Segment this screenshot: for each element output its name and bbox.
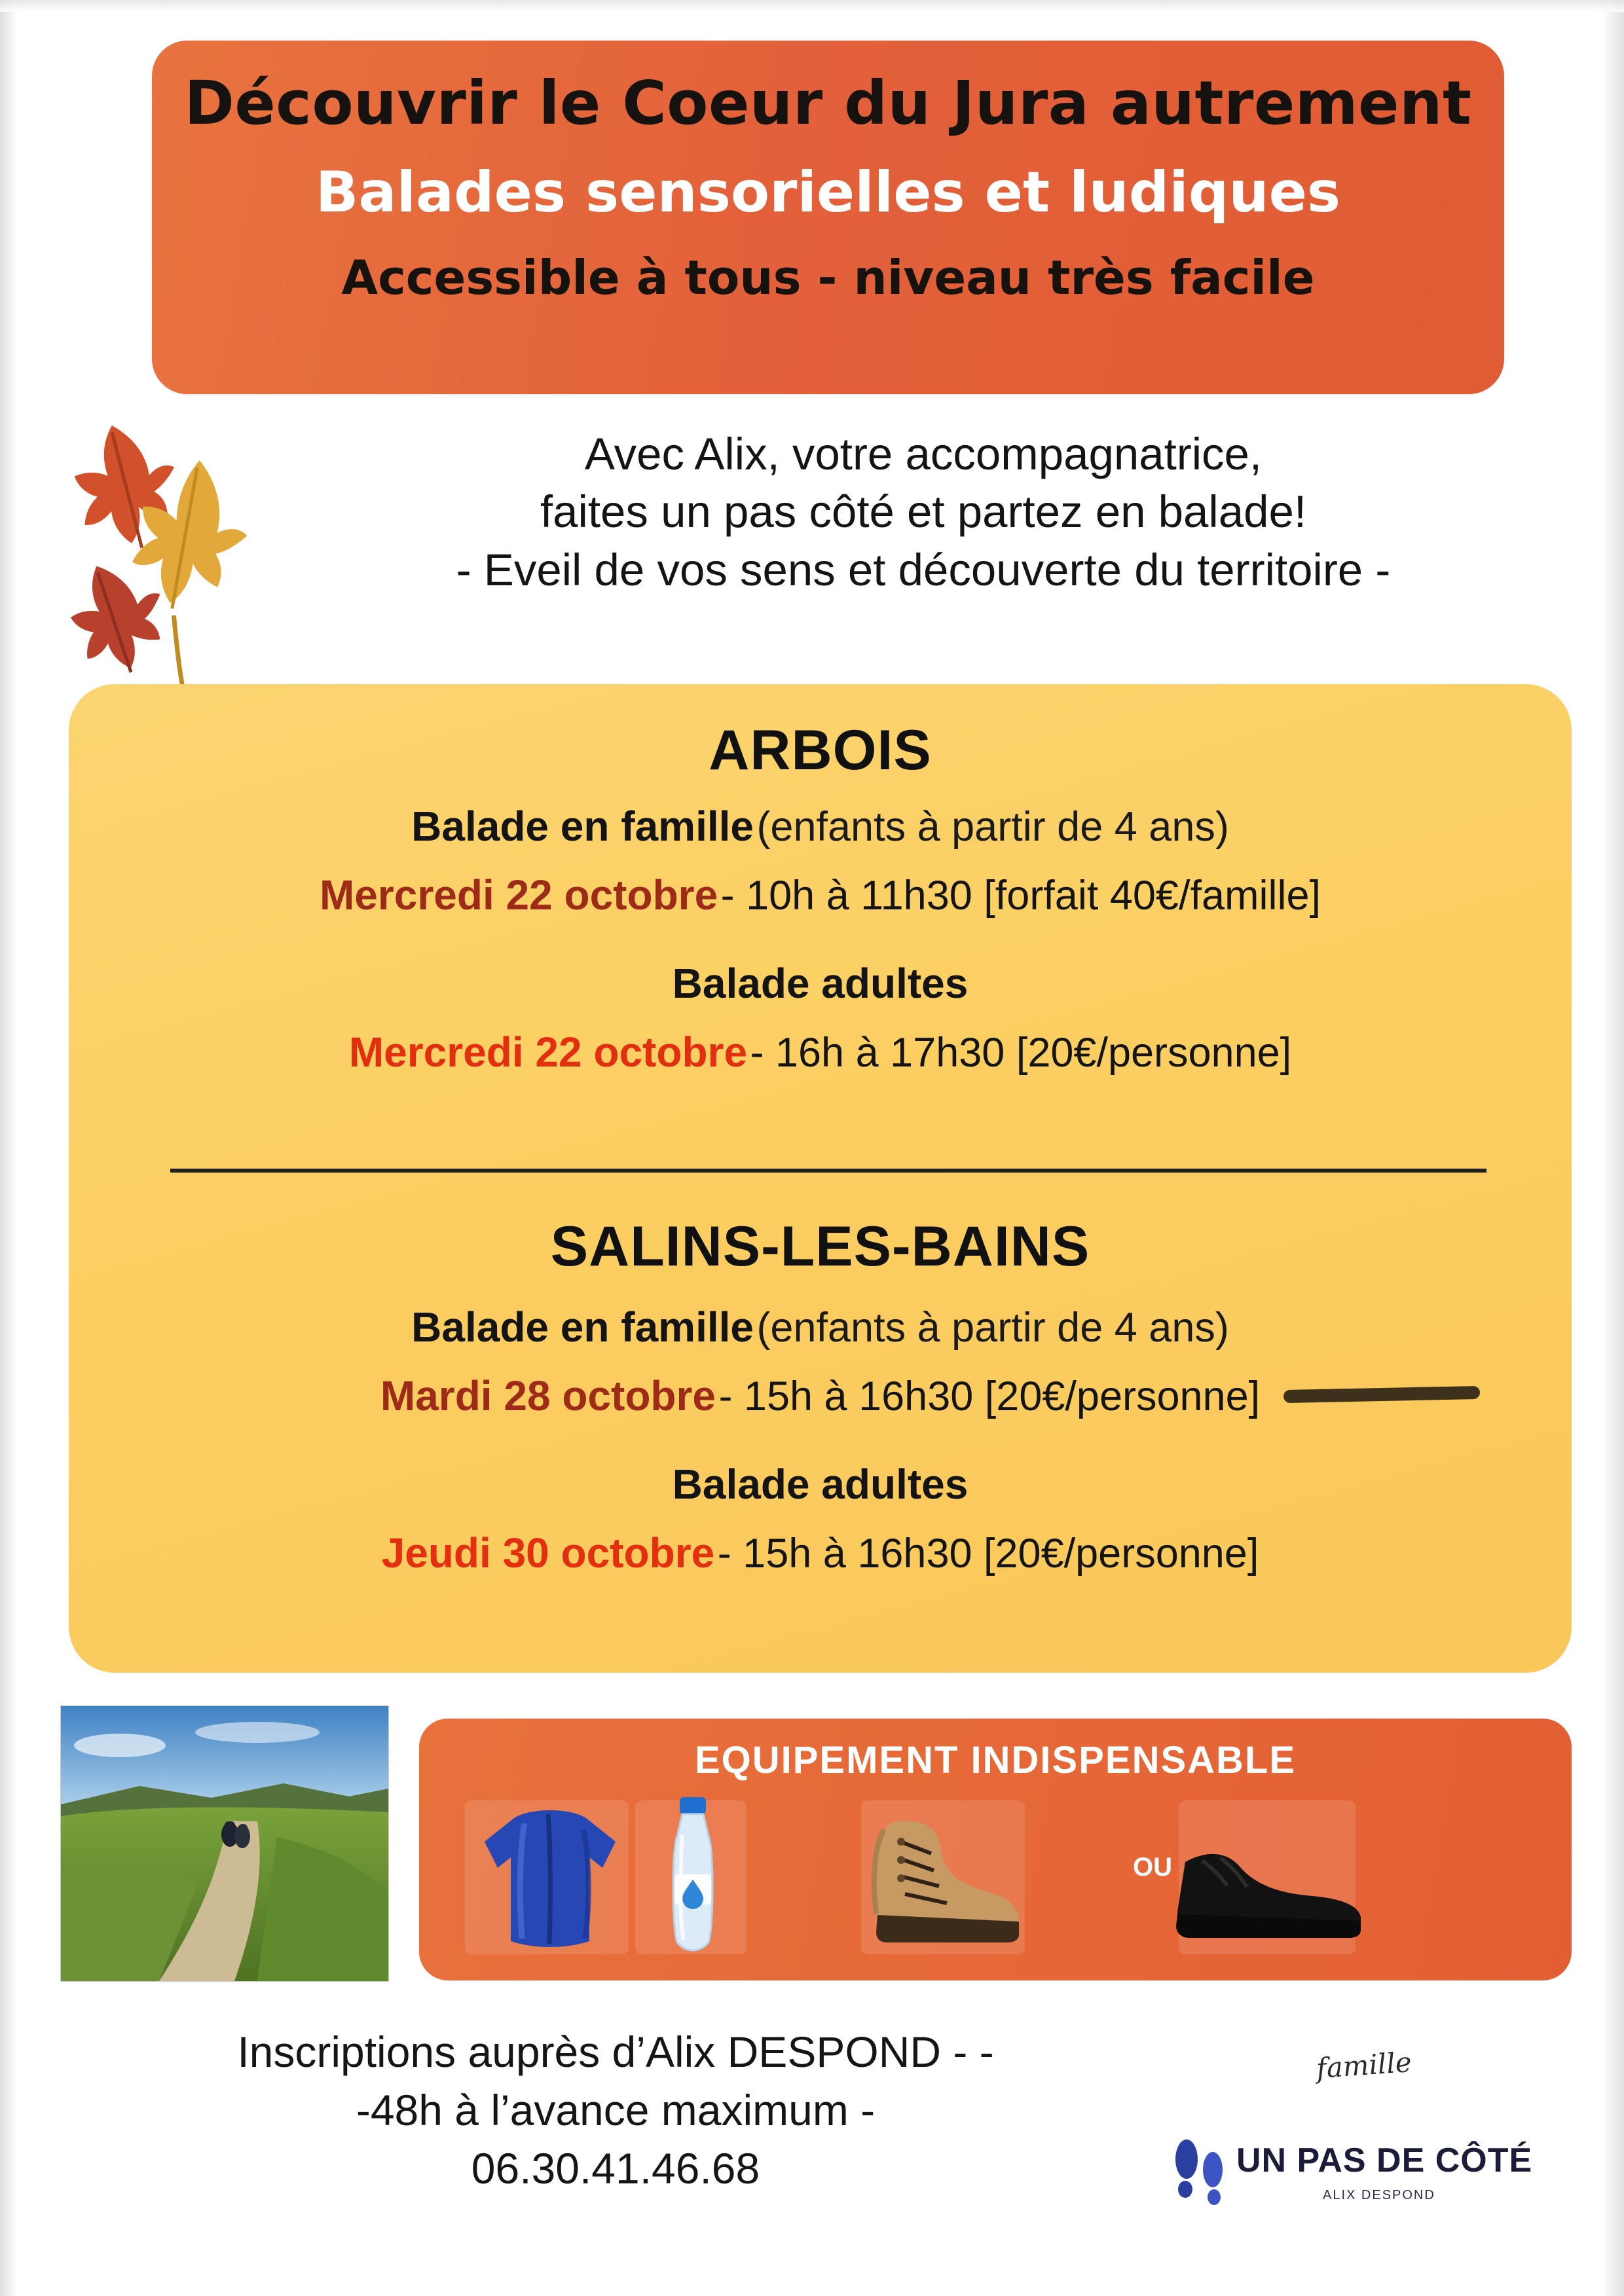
town-title-arbois: ARBOIS: [709, 719, 932, 782]
arbois-family-detail: - 10h à 11h30 [forfait 40€/famille]: [720, 873, 1321, 919]
salins-adult-label: Balade adultes: [672, 1461, 969, 1508]
salins-family-label-row: [69, 1303, 1572, 1351]
intro-line-2: faites un pas côté et partez en balade!: [540, 486, 1306, 538]
header-title-line3: Accessible à tous - niveau très facile: [341, 250, 1315, 305]
logo-name: UN PAS DE CÔTÉ: [1236, 2141, 1533, 2179]
sneaker-icon: [1172, 1833, 1369, 1944]
salins-adult-label-row: [69, 1460, 1572, 1508]
salins-family-note: (enfants à partir de 4 ans): [756, 1305, 1229, 1351]
equipment-banner: [419, 1719, 1572, 1980]
arbois-adult-detail: - 16h à 17h30 [20€/personne]: [750, 1030, 1292, 1076]
arbois-adult-date-row: [69, 1028, 1572, 1076]
header-banner: [152, 41, 1504, 394]
footer-line-1: Inscriptions auprès d’Alix DESPOND - -: [237, 2028, 994, 2076]
logo-subtitle: ALIX DESPOND: [1323, 2188, 1435, 2202]
hiking-boot-icon: [858, 1810, 1035, 1951]
section-divider: [170, 1169, 1486, 1173]
water-bottle-icon: [648, 1796, 737, 1959]
scan-edge-top: [0, 0, 1624, 12]
town-title-salins: SALINS-LES-BAINS: [550, 1215, 1090, 1278]
arbois-family-label: Balade en famille: [411, 803, 754, 850]
footer-line-2: -48h à l’avance maximum -: [356, 2086, 876, 2135]
equipment-or-label: OU: [1133, 1853, 1172, 1882]
arbois-adult-label-row: [69, 959, 1572, 1008]
equipment-title: EQUIPEMENT INDISPENSABLE: [694, 1739, 1297, 1781]
salins-adult-date-row: [69, 1529, 1572, 1577]
arbois-family-note: (enfants à partir de 4 ans): [756, 804, 1229, 850]
hikers-photo: [60, 1705, 389, 1982]
footer-contact: [59, 2023, 1172, 2198]
intro-paragraph: [282, 426, 1565, 599]
scan-edge-right: [1602, 0, 1624, 2296]
handwritten-correction-famille: famille: [1315, 2045, 1413, 2085]
arbois-adult-label: Balade adultes: [672, 960, 969, 1007]
header-title-line1: Découvrir le Coeur du Jura autrement: [184, 68, 1472, 138]
footer-phone: 06.30.41.46.68: [471, 2144, 760, 2193]
intro-line-1: Avec Alix, votre accompagnatrice,: [584, 429, 1263, 479]
arbois-family-date: Mercredi 22 octobre: [319, 871, 718, 919]
header-title-line2: Balades sensorielles et ludiques: [315, 160, 1341, 225]
brand-logo: [1159, 2115, 1559, 2239]
scan-edge-left: [0, 0, 17, 2296]
arbois-family-label-row: [69, 802, 1572, 850]
jacket-icon: [468, 1804, 632, 1958]
intro-line-3: - Eveil de vos sens et découverte du territoire -: [456, 544, 1391, 595]
footprints-icon: [1170, 2129, 1235, 2214]
arbois-family-date-row: [69, 871, 1572, 919]
salins-family-detail: - 15h à 16h30 [20€/personne]: [718, 1374, 1261, 1419]
salins-family-date: Mardi 28 octobre: [380, 1372, 716, 1419]
arbois-adult-date: Mercredi 22 octobre: [348, 1029, 748, 1076]
salins-family-label: Balade en famille: [411, 1303, 754, 1351]
salins-adult-date: Jeudi 30 octobre: [381, 1529, 715, 1576]
salins-adult-detail: - 15h à 16h30 [20€/personne]: [717, 1531, 1259, 1576]
autumn-leaves-icon: [59, 412, 295, 714]
